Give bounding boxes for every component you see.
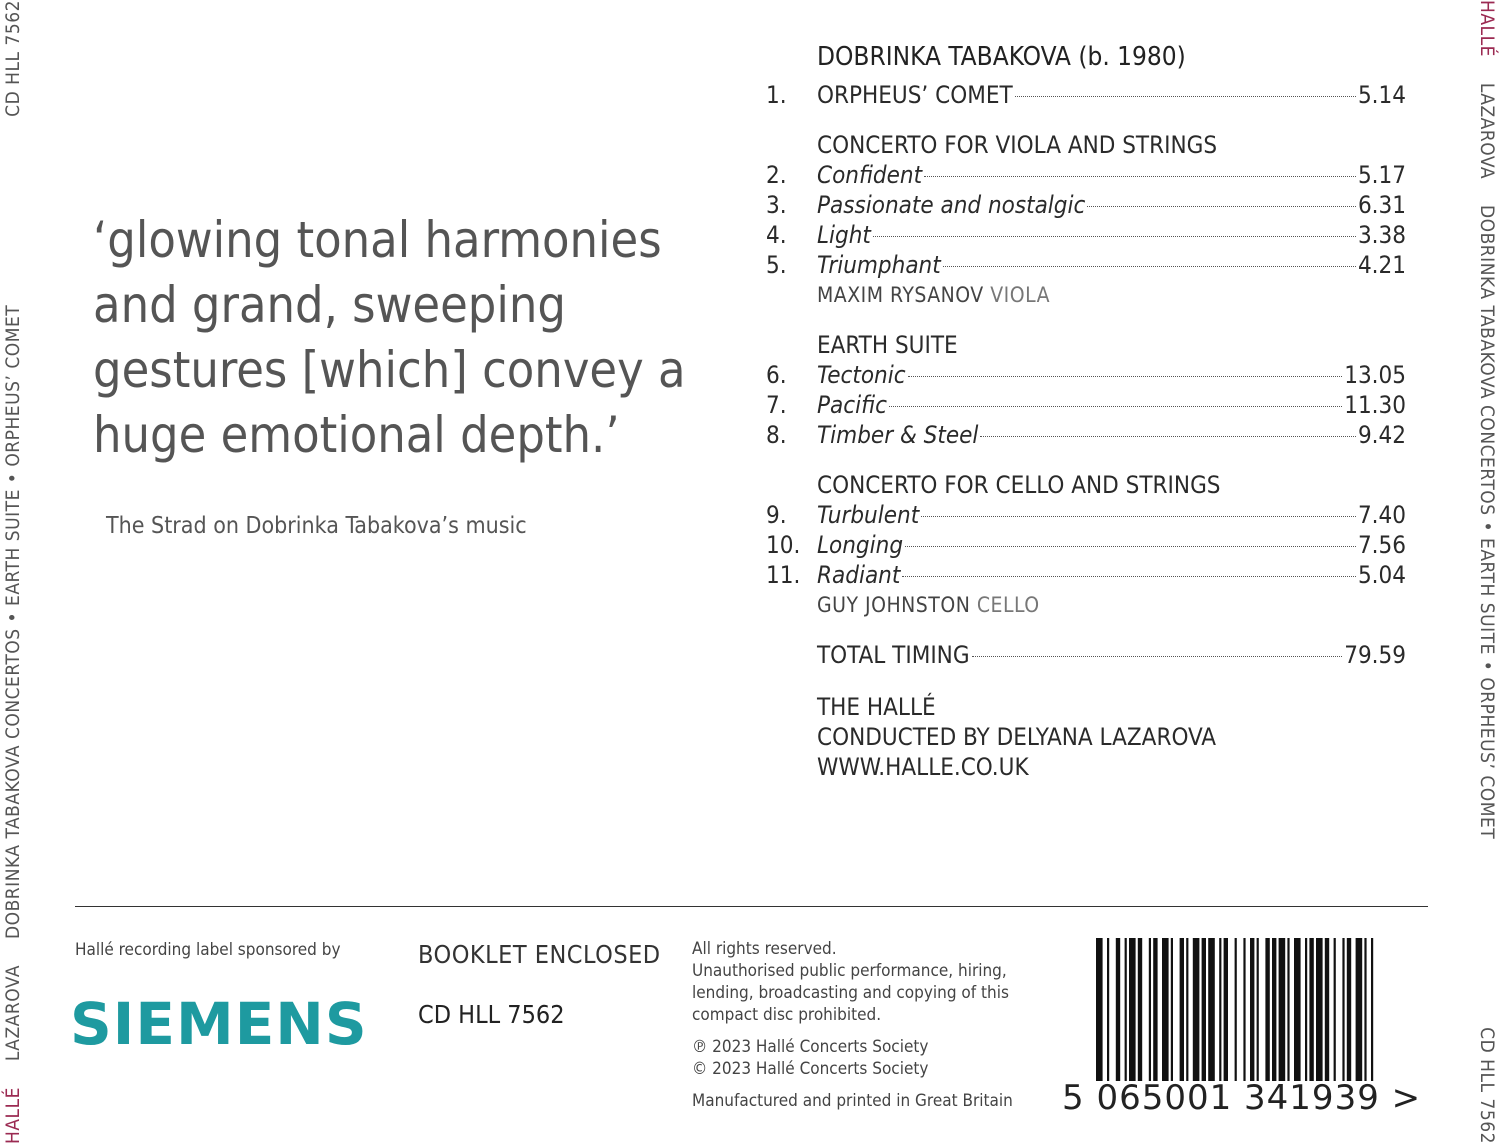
barcode-bar [1235, 938, 1237, 1081]
track-time: 11.30 [1344, 391, 1406, 419]
track-number: 1. [766, 81, 787, 109]
track-time: 7.56 [1357, 531, 1406, 559]
rights-line: Unauthorised public performance, hiring, lending, broadcasting and copying of this compact disc prohibited. [692, 961, 1009, 1025]
barcode-digits: 5 065001 341939 > [1062, 1078, 1422, 1118]
barcode-bar [1202, 938, 1206, 1081]
track-number: 9. [766, 501, 787, 529]
track-title: Longing [817, 531, 904, 559]
spine-title: DOBRINKA TABAKOVA CONCERTOS • EARTH SUITE • ORPHEUS’ COMET [1476, 204, 1498, 840]
track-number: 2. [766, 161, 787, 189]
barcode-bar [1279, 938, 1286, 1081]
barcode-bar [1180, 938, 1184, 1081]
spine-brand: HALLÉ [1476, 0, 1498, 57]
viola-performer [817, 280, 1406, 310]
track-row [766, 160, 1406, 190]
press-quote: ‘glowing tonal harmonies and grand, sweeping gestures [which] convey a huge emotional depth.’ [93, 211, 686, 464]
quote-source: The Strad on Dobrinka Tabakova’s music [106, 513, 527, 539]
barcode-bar [1224, 938, 1228, 1081]
track-number: 4. [766, 221, 787, 249]
catalog-number: CD HLL 7562 [418, 1000, 565, 1029]
track-time: 5.14 [1357, 81, 1406, 109]
track-row [766, 360, 1406, 390]
spine-conductor: LAZAROVA [2, 964, 24, 1062]
barcode-bar [1294, 938, 1301, 1081]
barcode-bar [1342, 938, 1344, 1081]
track-number: 7. [766, 391, 787, 419]
spine-title: DOBRINKA TABAKOVA CONCERTOS • EARTH SUITE • ORPHEUS’ COMET [2, 304, 24, 940]
barcode-bar [1193, 938, 1200, 1081]
barcode-bar [1325, 938, 1329, 1081]
barcode-bar [1116, 938, 1120, 1081]
barcode-bar [1364, 938, 1366, 1081]
barcode [1096, 938, 1424, 1081]
track-row [766, 220, 1406, 250]
barcode-bar [1305, 938, 1307, 1081]
barcode-bar [1287, 938, 1289, 1081]
spine-catalog: CD HLL 7562 [1476, 1027, 1498, 1144]
manufactured-note: Manufactured and printed in Great Britain [692, 1091, 1013, 1111]
leader-dots [1015, 96, 1356, 97]
barcode-bar [1162, 938, 1169, 1081]
rights-block [692, 938, 1022, 1122]
track-number: 10. [766, 531, 801, 559]
track-title: Timber & Steel [817, 421, 979, 449]
leader-dots [924, 176, 1356, 177]
leader-dots [1087, 206, 1356, 207]
barcode-bar [1265, 938, 1269, 1081]
barcode-bar [1107, 938, 1109, 1081]
barcode-bar [1138, 938, 1142, 1081]
sponsor-label: Hallé recording label sponsored by [75, 940, 341, 960]
rights-line: All rights reserved. [692, 939, 837, 959]
barcode-bar [1171, 938, 1173, 1081]
track-title: Confident [817, 161, 923, 189]
track-time: 13.05 [1344, 361, 1406, 389]
performer-instrument: CELLO [976, 593, 1040, 617]
barcode-bar [1219, 938, 1221, 1081]
track-time: 9.42 [1357, 421, 1406, 449]
phonogram-notice: ℗ 2023 Hallé Concerts Society [692, 1037, 929, 1057]
barcode-bar [1186, 938, 1188, 1081]
credits [817, 692, 1406, 782]
booklet-note: BOOKLET ENCLOSED [418, 940, 661, 969]
website: WWW.HALLE.CO.UK [817, 753, 1029, 781]
total-time: 79.59 [1344, 641, 1406, 669]
track-number: 8. [766, 421, 787, 449]
track-title: Tectonic [817, 361, 906, 389]
barcode-bar [1125, 938, 1127, 1081]
track-row [766, 500, 1406, 530]
leader-dots [943, 266, 1356, 267]
leader-dots [889, 406, 1342, 407]
spine-brand: HALLÉ [2, 1087, 24, 1144]
leader-dots [972, 656, 1343, 657]
total-label: TOTAL TIMING [817, 641, 970, 669]
composer-heading: DOBRINKA TABAKOVA (b. 1980) [817, 42, 1186, 72]
track-row [766, 420, 1406, 450]
spine-catalog: CD HLL 7562 [2, 0, 24, 117]
track-title: Triumphant [817, 251, 941, 279]
barcode-bar [1149, 938, 1151, 1081]
spine-conductor: LAZAROVA [1476, 82, 1498, 180]
barcode-bar [1243, 938, 1245, 1081]
barcode-bar [1129, 938, 1136, 1081]
performer-name: GUY JOHNSTON [817, 593, 971, 617]
track-number: 5. [766, 251, 787, 279]
work-heading-viola: CONCERTO FOR VIOLA AND STRINGS [817, 131, 1218, 159]
left-spine [2, 0, 24, 1144]
barcode-bar [1153, 938, 1157, 1081]
right-spine [1476, 0, 1498, 1144]
track-number: 3. [766, 191, 787, 219]
leader-dots [908, 376, 1343, 377]
track-row [766, 560, 1406, 590]
track-title: Passionate and nostalgic [817, 191, 1086, 219]
track-time: 5.17 [1357, 161, 1406, 189]
barcode-bar [1356, 938, 1363, 1081]
track-number: 11. [766, 561, 801, 589]
barcode-bar [1272, 938, 1276, 1081]
performer-instrument: VIOLA [990, 283, 1050, 307]
barcode-bar [1096, 938, 1103, 1081]
track-title: Pacific [817, 391, 887, 419]
total-timing-row [766, 640, 1406, 670]
track-row [766, 530, 1406, 560]
track-time: 3.38 [1357, 221, 1406, 249]
barcode-bar [1371, 938, 1373, 1081]
track-title: Turbulent [817, 501, 920, 529]
siemens-logo: SIEMENS [70, 990, 368, 1058]
leader-dots [921, 516, 1356, 517]
work-heading-earth-suite: EARTH SUITE [817, 331, 958, 359]
performer-name: MAXIM RYSANOV [817, 283, 984, 307]
track-time: 6.31 [1357, 191, 1406, 219]
track-row [766, 80, 1406, 110]
track-time: 7.40 [1357, 501, 1406, 529]
divider [75, 906, 1428, 907]
track-row [766, 190, 1406, 220]
leader-dots [873, 236, 1356, 237]
barcode-bar [1316, 938, 1323, 1081]
copyright-notice: © 2023 Hallé Concerts Society [692, 1059, 929, 1079]
barcode-bar [1250, 938, 1254, 1081]
leader-dots [902, 576, 1356, 577]
leader-dots [980, 436, 1356, 437]
barcode-bar [1208, 938, 1215, 1081]
barcode-bar [1334, 938, 1336, 1081]
conductor-credit: CONDUCTED BY DELYANA LAZAROVA [817, 723, 1217, 751]
track-time: 5.04 [1357, 561, 1406, 589]
barcode-bar [1309, 938, 1313, 1081]
track-time: 4.21 [1357, 251, 1406, 279]
track-title: Light [817, 221, 871, 249]
track-title: ORPHEUS’ COMET [817, 81, 1013, 109]
cello-performer [817, 590, 1406, 620]
track-row [766, 250, 1406, 280]
orchestra-name: THE HALLÉ [817, 693, 936, 721]
work-heading-cello: CONCERTO FOR CELLO AND STRINGS [817, 471, 1221, 499]
track-row [766, 390, 1406, 420]
leader-dots [905, 546, 1356, 547]
track-number: 6. [766, 361, 787, 389]
track-list [766, 40, 1406, 782]
track-title: Radiant [817, 561, 901, 589]
barcode-bar [1257, 938, 1259, 1081]
barcode-bar [1347, 938, 1351, 1081]
